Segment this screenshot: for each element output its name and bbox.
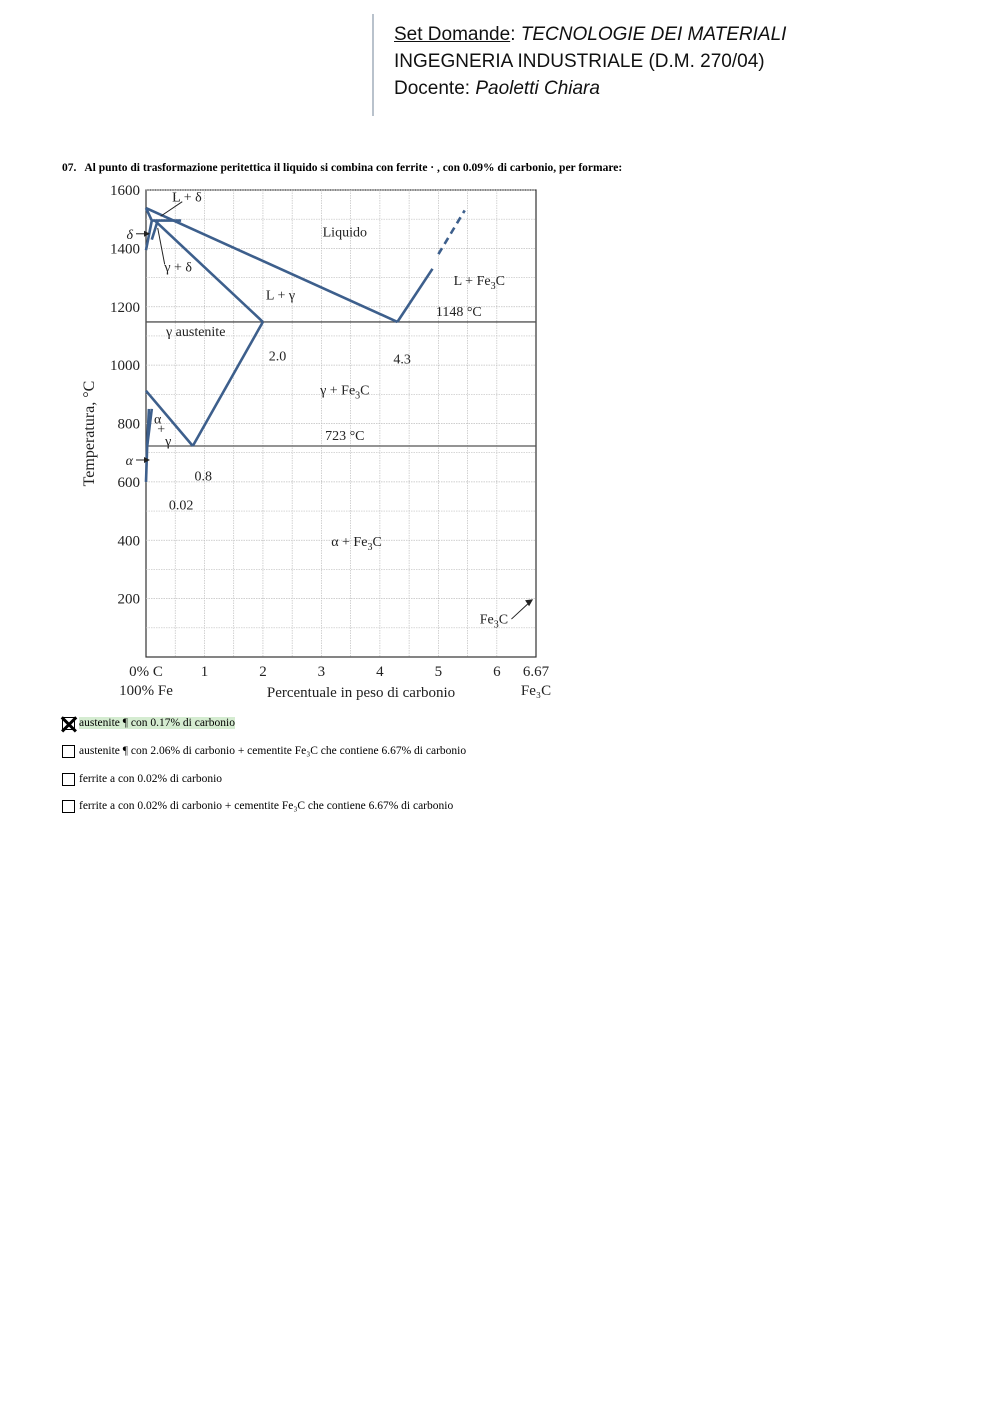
x-tick-label: 6.67 bbox=[522, 664, 550, 680]
answer-text-2: austenite ¶ con 2.06% di carbonio + cementite Fe₃C che contiene 6.67% di carbonio bbox=[79, 745, 467, 757]
region-label: $Fe_3C$ bbox=[479, 612, 509, 631]
phase-line-alpha-lower bbox=[146, 446, 147, 482]
y-tick-label: 400 bbox=[117, 533, 140, 550]
answer-text-4: ferrite a con 0.02% di carbonio + cementite Fe₃C che contiene 6.67% di carbonio bbox=[79, 800, 454, 812]
answer-option-4[interactable] bbox=[62, 798, 453, 814]
region-label: L + δ bbox=[172, 190, 202, 206]
x-tick-label: 0% C bbox=[129, 664, 163, 680]
point-label: 0.8 bbox=[194, 469, 213, 485]
x-sublabel-right: Fe₃C bbox=[520, 683, 552, 699]
region-label: γ + δ bbox=[164, 260, 193, 276]
gamma-delta-pointer bbox=[158, 228, 165, 264]
x-tick-label: 6 bbox=[493, 664, 501, 680]
y-marker-label: α bbox=[125, 453, 133, 469]
set-value: TECNOLOGIE DEI MATERIALI bbox=[520, 24, 787, 45]
phase-line-acm bbox=[193, 322, 263, 446]
answer-option-2[interactable] bbox=[62, 743, 466, 759]
set-label: Set Domande bbox=[394, 24, 511, 45]
answer-checkbox-3[interactable] bbox=[62, 773, 75, 786]
answer-text-1: austenite ¶ con 0.17% di carbonio bbox=[79, 717, 235, 729]
isotherm-label: 1148 °C bbox=[435, 304, 482, 320]
y-tick-label: 800 bbox=[117, 416, 140, 433]
region-label: + bbox=[157, 422, 166, 438]
document-header bbox=[372, 14, 934, 116]
point-label: 2.0 bbox=[268, 349, 287, 365]
y-tick-label: 200 bbox=[117, 591, 140, 608]
y-tick-label: 1000 bbox=[110, 358, 140, 375]
teacher-label: Docente: bbox=[394, 78, 471, 99]
answer-checkbox-2[interactable] bbox=[62, 745, 75, 758]
x-tick-label: 5 bbox=[434, 664, 443, 680]
y-tick-label: 1400 bbox=[110, 241, 140, 258]
x-tick-label: 3 bbox=[317, 664, 326, 680]
answer-checkbox-4[interactable] bbox=[62, 800, 75, 813]
answer-option-1[interactable] bbox=[62, 715, 235, 731]
x-axis-title: Percentuale in peso di carbonio bbox=[266, 685, 456, 701]
x-tick-label: 2 bbox=[259, 664, 267, 680]
region-label: $L + Fe_3C$ bbox=[453, 273, 505, 292]
y-tick-label: 600 bbox=[117, 474, 140, 491]
phase-line-delta-gamma-lower bbox=[146, 221, 152, 251]
y-marker-label: δ bbox=[126, 227, 133, 243]
region-label: γ austenite bbox=[165, 324, 226, 340]
point-label: 0.02 bbox=[168, 498, 194, 514]
phase-diagram-svg bbox=[76, 178, 566, 702]
answer-option-3[interactable] bbox=[62, 771, 222, 787]
x-sublabel-left: 100% Fe bbox=[119, 683, 173, 699]
question-text-line bbox=[62, 162, 622, 174]
x-tick-label: 1 bbox=[200, 664, 209, 680]
teacher-value: Paoletti Chiara bbox=[475, 78, 600, 99]
y-axis-title: Temperatura, °C bbox=[81, 380, 98, 487]
region-label: $\gamma + Fe_3C$ bbox=[320, 383, 370, 402]
phase-line-liquidus-right bbox=[397, 269, 432, 322]
question-number: 07. bbox=[62, 162, 77, 174]
region-label: α bbox=[154, 412, 162, 428]
phase-diagram bbox=[76, 178, 566, 702]
region-label: Liquido bbox=[322, 225, 367, 241]
header-teacher-line bbox=[394, 78, 600, 100]
phase-line-liquidus-extension bbox=[438, 210, 464, 254]
header-set-line bbox=[394, 24, 786, 46]
region-label: L + γ bbox=[265, 288, 296, 304]
diagram-text bbox=[81, 183, 551, 701]
y-tick-label: 1200 bbox=[110, 299, 140, 316]
set-separator: : bbox=[510, 24, 516, 45]
region-label: γ bbox=[165, 434, 172, 450]
question-text: Al punto di trasformazione peritettica il liquido si combina con ferrite · , con 0.09% di carbonio, per formare: bbox=[84, 162, 623, 174]
y-tick-label: 1600 bbox=[110, 183, 140, 199]
answer-checkbox-1[interactable] bbox=[62, 717, 75, 730]
isotherm-label: 723 °C bbox=[325, 428, 365, 444]
answer-text-3: ferrite a con 0.02% di carbonio bbox=[79, 773, 223, 785]
course-name: INGEGNERIA INDUSTRIALE (D.M. 270/04) bbox=[394, 51, 765, 72]
phase-boundaries bbox=[146, 208, 465, 485]
phase-line-delta-gamma-upper bbox=[152, 221, 158, 240]
region-label: $\alpha + Fe_3C$ bbox=[331, 535, 382, 554]
point-label: 4.3 bbox=[393, 352, 411, 368]
x-tick-label: 4 bbox=[376, 664, 384, 680]
